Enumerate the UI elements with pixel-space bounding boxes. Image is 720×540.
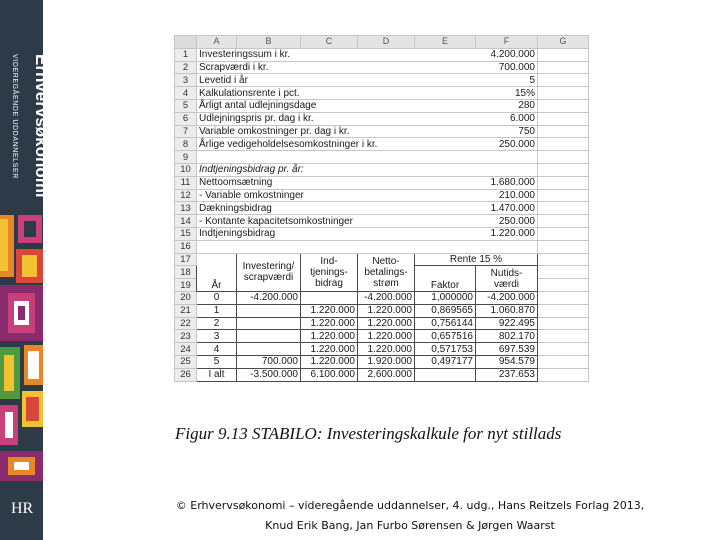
- empty-cell[interactable]: [538, 112, 589, 125]
- empty-cell[interactable]: [538, 355, 589, 368]
- cell-indtjening[interactable]: [301, 291, 358, 304]
- table-row: [175, 304, 589, 317]
- cell-netto[interactable]: 1.220.000: [358, 330, 415, 343]
- param-value[interactable]: 700.000: [476, 61, 538, 74]
- row-number[interactable]: 20: [175, 291, 197, 304]
- cell-nutid[interactable]: 922.495: [476, 317, 538, 330]
- cell-investering[interactable]: [237, 304, 301, 317]
- table-row: [175, 87, 589, 100]
- cell-investering[interactable]: -3.500.000: [237, 368, 301, 381]
- empty-cell[interactable]: [538, 138, 589, 151]
- credit-line-2: Knud Erik Bang, Jan Furbo Sørensen & Jørgen Waarst: [265, 519, 555, 532]
- cell-faktor[interactable]: 0,497177: [415, 355, 476, 368]
- table-row: [175, 138, 589, 151]
- param-value[interactable]: 5: [476, 74, 538, 87]
- empty-cell[interactable]: [538, 279, 589, 292]
- credit-text: [110, 496, 710, 536]
- brand-title: Erhvervsøkonomi: [32, 54, 51, 198]
- table-row: [175, 176, 589, 189]
- row-number[interactable]: 25: [175, 355, 197, 368]
- empty-cell[interactable]: [538, 317, 589, 330]
- param-label[interactable]: - Kontante kapacitetsomkostninger: [197, 215, 476, 228]
- row-number[interactable]: 2: [175, 61, 197, 74]
- table-row: [175, 343, 589, 356]
- row-number[interactable]: 9: [175, 151, 197, 164]
- row-number[interactable]: 10: [175, 163, 197, 176]
- empty-cell[interactable]: [538, 163, 589, 176]
- row-number[interactable]: 24: [175, 343, 197, 356]
- column-header-b[interactable]: B: [237, 36, 301, 49]
- cell-netto[interactable]: 1.220.000: [358, 317, 415, 330]
- param-label[interactable]: Investeringssum i kr.: [197, 48, 476, 61]
- section-label[interactable]: Indtjeningsbidrag pr. år:: [197, 163, 476, 176]
- row-number[interactable]: 15: [175, 227, 197, 240]
- param-value[interactable]: [476, 240, 538, 253]
- cell-netto[interactable]: 2.600.000: [358, 368, 415, 381]
- param-label[interactable]: Levetid i år: [197, 74, 476, 87]
- column-header-c[interactable]: C: [301, 36, 358, 49]
- cell-nutid[interactable]: 237.653: [476, 368, 538, 381]
- cell-faktor[interactable]: 0,869565: [415, 304, 476, 317]
- header-indtjening[interactable]: Ind- tjenings- bidrag: [301, 253, 358, 291]
- cell-nutid[interactable]: -4.200.000: [476, 291, 538, 304]
- cell-ar[interactable]: 2: [197, 317, 237, 330]
- row-number[interactable]: 11: [175, 176, 197, 189]
- param-value[interactable]: 1.470.000: [476, 202, 538, 215]
- table-row: [175, 227, 589, 240]
- table-row-total: [175, 368, 589, 381]
- empty-cell[interactable]: [538, 74, 589, 87]
- param-value[interactable]: [476, 163, 538, 176]
- empty-cell[interactable]: [538, 240, 589, 253]
- table-row: [175, 355, 589, 368]
- cell-netto[interactable]: 1.920.000: [358, 355, 415, 368]
- param-value[interactable]: 1.680.000: [476, 176, 538, 189]
- cell-indtjening[interactable]: 1.220.000: [301, 343, 358, 356]
- row-number[interactable]: 3: [175, 74, 197, 87]
- table-row: [175, 99, 589, 112]
- empty-cell[interactable]: [538, 227, 589, 240]
- param-label[interactable]: Scrapværdi i kr.: [197, 61, 476, 74]
- table-row: [175, 74, 589, 87]
- param-value[interactable]: 1.220.000: [476, 227, 538, 240]
- cell-indtjening[interactable]: 1.220.000: [301, 355, 358, 368]
- empty-cell[interactable]: [538, 151, 589, 164]
- header-faktor[interactable]: Faktor: [415, 266, 476, 292]
- column-header-a[interactable]: A: [197, 36, 237, 49]
- param-label[interactable]: Årlige vedigeholdelsesomkostninger i kr.: [197, 138, 476, 151]
- table-row: [175, 330, 589, 343]
- row-number[interactable]: 14: [175, 215, 197, 228]
- empty-cell[interactable]: [538, 253, 589, 266]
- cell-indtjening[interactable]: 1.220.000: [301, 317, 358, 330]
- header-ar[interactable]: År: [197, 253, 237, 291]
- param-label[interactable]: Indtjeningsbidrag: [197, 227, 476, 240]
- empty-cell[interactable]: [538, 304, 589, 317]
- param-label[interactable]: - Variable omkostninger: [197, 189, 476, 202]
- empty-cell[interactable]: [538, 189, 589, 202]
- table-row: [175, 202, 589, 215]
- param-value[interactable]: 250.000: [476, 138, 538, 151]
- cell-faktor[interactable]: 1,000000: [415, 291, 476, 304]
- param-value[interactable]: 280: [476, 99, 538, 112]
- param-label[interactable]: [197, 240, 476, 253]
- cell-ar[interactable]: 1: [197, 304, 237, 317]
- cell-faktor[interactable]: 0,756144: [415, 317, 476, 330]
- empty-cell[interactable]: [538, 61, 589, 74]
- param-value[interactable]: 750: [476, 125, 538, 138]
- figure-caption: Figur 9.13 STABILO: Investeringskalkule for nyt stillads: [175, 424, 562, 443]
- spreadsheet: [174, 35, 589, 382]
- cell-indtjening[interactable]: 6.100.000: [301, 368, 358, 381]
- row-number[interactable]: 18: [175, 266, 197, 279]
- credit-line-1: © Erhvervsøkonomi – videregående uddannelser, 4. udg., Hans Reitzels Forlag 2013,: [175, 499, 645, 512]
- cell-indtjening[interactable]: 1.220.000: [301, 330, 358, 343]
- sidebar: [0, 0, 51, 540]
- header-nutid[interactable]: Nutids- værdi: [476, 266, 538, 292]
- param-label[interactable]: Nettoomsætning: [197, 176, 476, 189]
- cell-investering[interactable]: 700.000: [237, 355, 301, 368]
- row-number[interactable]: 12: [175, 189, 197, 202]
- column-header-f[interactable]: F: [476, 36, 538, 49]
- row-number[interactable]: 1: [175, 48, 197, 61]
- row-number[interactable]: 13: [175, 202, 197, 215]
- param-value[interactable]: 210.000: [476, 189, 538, 202]
- table-row: [175, 189, 589, 202]
- row-number[interactable]: 7: [175, 125, 197, 138]
- cell-ar[interactable]: I alt: [197, 368, 237, 381]
- empty-cell[interactable]: [538, 291, 589, 304]
- publisher-logo-text: HR: [11, 500, 34, 517]
- table-row: [175, 48, 589, 61]
- row-number[interactable]: 5: [175, 99, 197, 112]
- header-row: [175, 253, 589, 266]
- row-number[interactable]: 4: [175, 87, 197, 100]
- table-row: [175, 291, 589, 304]
- row-number[interactable]: 21: [175, 304, 197, 317]
- pattern-shapes: [0, 215, 43, 481]
- row-number[interactable]: 22: [175, 317, 197, 330]
- column-header-g[interactable]: G: [538, 36, 589, 49]
- cell-faktor[interactable]: 0,657516: [415, 330, 476, 343]
- row-number[interactable]: 19: [175, 279, 197, 292]
- table-row: [175, 125, 589, 138]
- header-netto[interactable]: Netto- betalings- strøm: [358, 253, 415, 291]
- cell-ar[interactable]: 5: [197, 355, 237, 368]
- param-value[interactable]: 6.000: [476, 112, 538, 125]
- empty-cell[interactable]: [538, 99, 589, 112]
- cell-investering[interactable]: [237, 317, 301, 330]
- brand-logo: [2, 52, 51, 202]
- row-number[interactable]: 6: [175, 112, 197, 125]
- header-rente[interactable]: Rente 15 %: [415, 253, 538, 266]
- param-label[interactable]: Dækningsbidrag: [197, 202, 476, 215]
- table-row: [175, 240, 589, 253]
- empty-cell[interactable]: [538, 266, 589, 279]
- row-number[interactable]: 8: [175, 138, 197, 151]
- header-investering[interactable]: Investering/ scrapværdi: [237, 253, 301, 291]
- cell-nutid[interactable]: 954.579: [476, 355, 538, 368]
- cell-ar[interactable]: 0: [197, 291, 237, 304]
- empty-cell[interactable]: [538, 215, 589, 228]
- cell-investering[interactable]: [237, 330, 301, 343]
- empty-cell[interactable]: [538, 125, 589, 138]
- table-row: [175, 215, 589, 228]
- cell-nutid[interactable]: 697.539: [476, 343, 538, 356]
- empty-cell[interactable]: [538, 48, 589, 61]
- cell-indtjening[interactable]: 1.220.000: [301, 304, 358, 317]
- cell-investering[interactable]: -4.200.000: [237, 291, 301, 304]
- empty-cell[interactable]: [538, 87, 589, 100]
- row-number[interactable]: 23: [175, 330, 197, 343]
- cell-faktor[interactable]: [415, 368, 476, 381]
- row-number[interactable]: 26: [175, 368, 197, 381]
- empty-cell[interactable]: [538, 330, 589, 343]
- table-row: [175, 317, 589, 330]
- cell-ar[interactable]: 3: [197, 330, 237, 343]
- table-row: [175, 112, 589, 125]
- cell-netto[interactable]: -4.200.000: [358, 291, 415, 304]
- corner-cell[interactable]: [175, 36, 197, 49]
- table-row: [175, 163, 589, 176]
- column-header-row: [175, 36, 589, 49]
- empty-cell[interactable]: [538, 368, 589, 381]
- cell-netto[interactable]: 1.220.000: [358, 343, 415, 356]
- row-number[interactable]: 16: [175, 240, 197, 253]
- cell-nutid[interactable]: 802.170: [476, 330, 538, 343]
- param-value[interactable]: 250.000: [476, 215, 538, 228]
- row-number[interactable]: 17: [175, 253, 197, 266]
- cell-netto[interactable]: 1.220.000: [358, 304, 415, 317]
- publisher-logo: [10, 496, 34, 518]
- table-row: [175, 151, 589, 164]
- param-label[interactable]: [197, 151, 476, 164]
- empty-cell[interactable]: [538, 202, 589, 215]
- cell-faktor[interactable]: 0,571753: [415, 343, 476, 356]
- column-header-d[interactable]: D: [358, 36, 415, 49]
- table-row: [175, 61, 589, 74]
- decorative-pattern: [0, 215, 43, 485]
- empty-cell[interactable]: [538, 343, 589, 356]
- param-label[interactable]: Udlejningspris pr. dag i kr.: [197, 112, 476, 125]
- param-value[interactable]: 4.200.000: [476, 48, 538, 61]
- column-header-e[interactable]: E: [415, 36, 476, 49]
- empty-cell[interactable]: [538, 176, 589, 189]
- param-label[interactable]: Årligt antal udlejningsdage: [197, 99, 476, 112]
- brand-subtitle: VIDEREGÅENDE UDDANNELSER: [11, 54, 18, 179]
- cell-ar[interactable]: 4: [197, 343, 237, 356]
- cell-nutid[interactable]: 1.060.870: [476, 304, 538, 317]
- param-value[interactable]: 15%: [476, 87, 538, 100]
- param-value[interactable]: [476, 151, 538, 164]
- param-label[interactable]: Variable omkostninger pr. dag i kr.: [197, 125, 476, 138]
- param-label[interactable]: Kalkulationsrente i pct.: [197, 87, 476, 100]
- cell-investering[interactable]: [237, 343, 301, 356]
